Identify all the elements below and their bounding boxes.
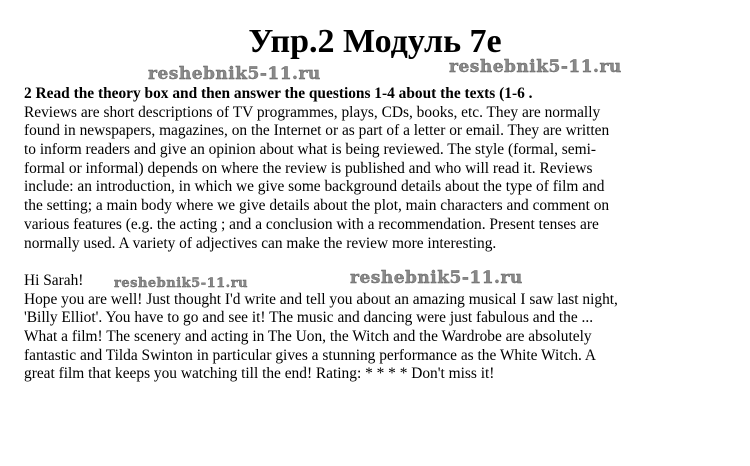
watermark: reshebnik5-11.ru bbox=[148, 64, 321, 84]
page-title: Упр.2 Модуль 7e bbox=[248, 23, 502, 60]
theory-box bbox=[24, 85, 744, 253]
letter-greeting: Hi Sarah! bbox=[24, 272, 84, 289]
letter-line: Hope you are well! Just thought I'd write and tell you about an amazing musical I saw last night, bbox=[24, 290, 618, 308]
letter-line: What a film! The scenery and acting in The Uon, the Witch and the Wardrobe are absolutely bbox=[24, 328, 592, 346]
watermark: reshebnik5-11.ru bbox=[350, 268, 523, 288]
theory-line: Reviews are short descriptions of TV programmes, plays, CDs, books, etc. They are normally bbox=[24, 103, 601, 121]
theory-line: found in newspapers, magazines, on the Internet or as part of a letter or email. They are written bbox=[24, 122, 610, 140]
theory-line: normally used. A variety of adjectives can make the review more interesting. bbox=[24, 234, 497, 252]
watermark: reshebnik5-11.ru bbox=[114, 276, 249, 291]
letter-line: fantastic and Tilda Swinton in particular gives a stunning performance as the White Witch. A bbox=[24, 346, 596, 364]
task-heading: 2 Read the theory box and then answer the questions 1-4 about the texts (1-6 . bbox=[24, 85, 533, 102]
theory-line: the setting; a main body where we give details about the plot, main characters and comment on bbox=[24, 197, 610, 215]
theory-line: include: an introduction, in which we give some background details about the type of film and bbox=[24, 178, 605, 196]
letter-line: 'Billy Elliot'. You have to go and see it! The music and dancing were just fabulous and the ... bbox=[24, 309, 594, 327]
theory-line: formal or informal) depends on where the review is published and who will read it. Reviews bbox=[24, 159, 593, 177]
theory-line: various features (e.g. the acting ; and a conclusion with a recommendation. Present tenses are bbox=[24, 215, 599, 233]
theory-line: to inform readers and give an opinion about what is being reviewed. The style (formal, semi- bbox=[24, 141, 597, 159]
letter-line: great film that keeps you watching till the end! Rating: * * * * Don't miss it! bbox=[24, 365, 495, 383]
watermark: reshebnik5-11.ru bbox=[449, 57, 622, 77]
